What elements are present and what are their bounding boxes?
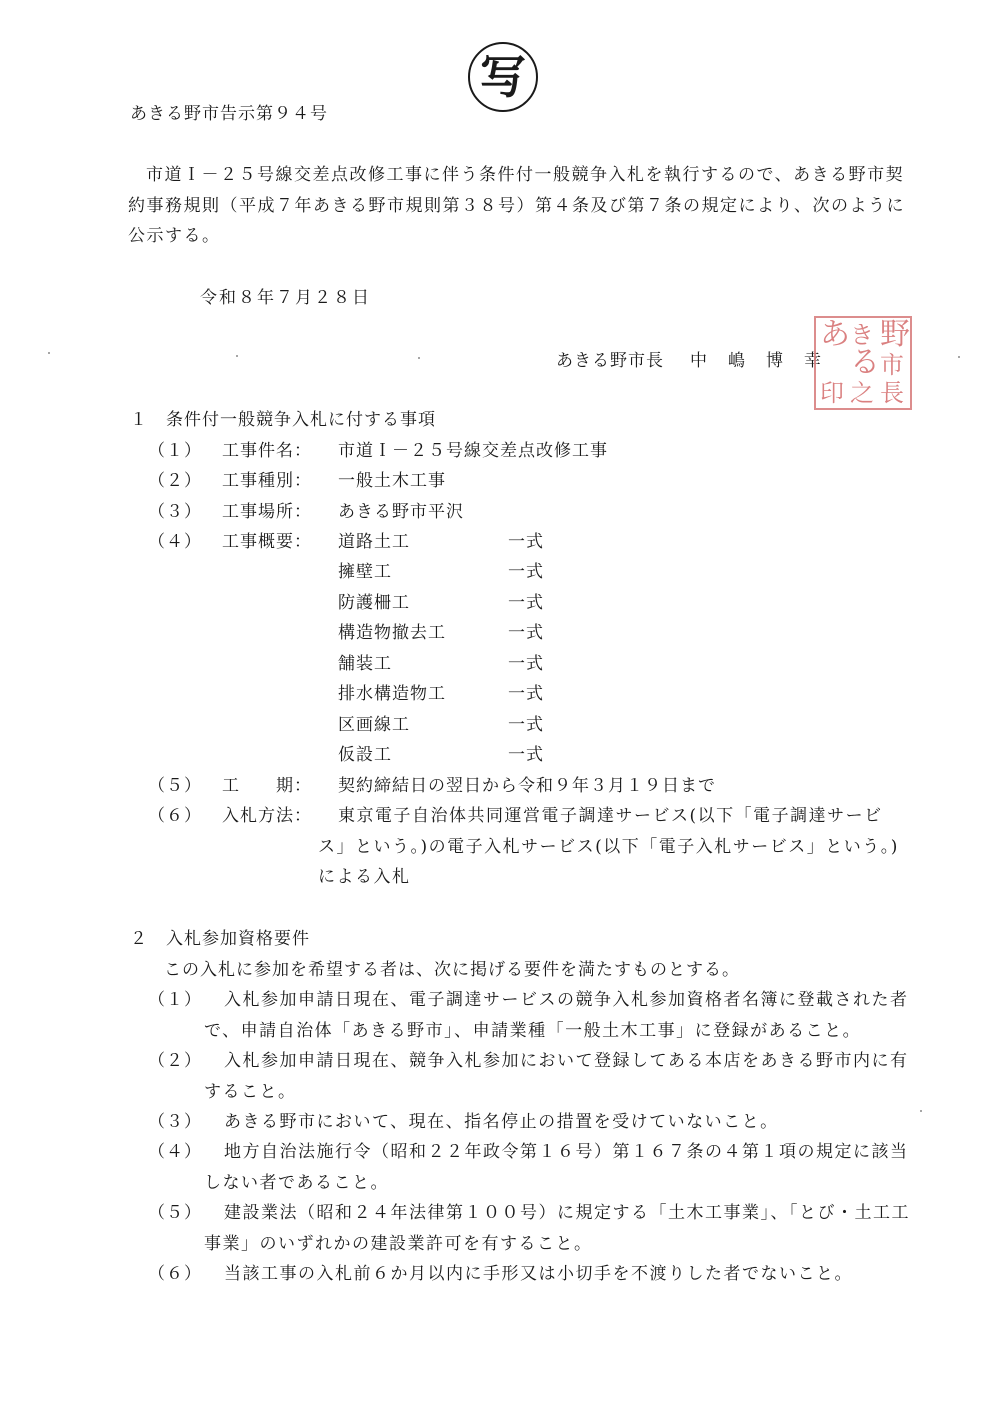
overview-name: 擁壁工	[338, 562, 392, 582]
requirement-text: 建設業法（昭和２４年法律第１００号）に規定する「土木工事業」、「とび・土工工事業」のいずれかの建設業許可を有すること。	[204, 1203, 910, 1254]
item-value: 東京電子自治体共同運営電子調達サービス(以下「電子調達サービス」という。)の電子入札サービス(以下「電子入札サービス」という。)による入札	[318, 806, 899, 887]
section2-lead: この入札に参加を希望する者は、次に掲げる要件を満たすものとする。	[164, 960, 740, 980]
seal-char: 長	[880, 379, 904, 407]
seal-char: る	[850, 345, 880, 380]
overview-name: 構造物撤去工	[338, 623, 446, 643]
signer-title: あきる野市長	[556, 351, 664, 371]
scan-speck	[236, 355, 238, 357]
item-number: （６）	[148, 806, 202, 826]
overview-qty: 一式	[508, 532, 544, 552]
seal-char: 印	[820, 379, 844, 407]
item-value: 一般土木工事	[338, 471, 446, 491]
overview-qty: 一式	[508, 654, 544, 674]
overview-name: 排水構造物工	[338, 684, 446, 704]
signer-name-4: 幸	[804, 351, 822, 371]
item-label: 入札方法：	[222, 806, 312, 826]
item-number: （３）	[148, 502, 202, 522]
signer-name-1: 中	[690, 351, 708, 371]
scan-speck	[958, 356, 960, 358]
intro-paragraph: 市道Ｉ－２５号線交差点改修工事に伴う条件付一般競争入札を執行するので、あきる野市契約事務規則（平成７年あきる野市規則第３８号）第４条及び第７条の規定により、次のように公示する。	[128, 165, 905, 246]
item-label: 工事概要：	[222, 532, 312, 552]
section2-heading: ２ 入札参加資格要件	[130, 929, 310, 949]
seal-char: 市	[880, 351, 904, 379]
overview-qty: 一式	[508, 745, 544, 765]
signer-name-2: 嶋	[728, 351, 746, 371]
item-label: 工事件名：	[222, 441, 312, 461]
item-number: （２）	[148, 471, 202, 491]
item-value: 市道Ｉ－２５号線交差点改修工事	[338, 441, 608, 461]
overview-name: 仮設工	[338, 745, 392, 765]
item-number: （５）	[148, 776, 202, 796]
requirement-text: 当該工事の入札前６か月以内に手形又は小切手を不渡りした者でないこと。	[224, 1264, 853, 1284]
seal-char: 之	[850, 379, 874, 407]
item-number: （４）	[148, 532, 202, 552]
signer-name-3: 博	[766, 351, 784, 371]
seal-char: 野	[880, 317, 910, 352]
item-label: 工事種別：	[222, 471, 312, 491]
overview-name: 道路土工	[338, 532, 410, 552]
requirement-text: 入札参加申請日現在、競争入札参加において登録してある本店をあきる野市内に有すること。	[204, 1051, 909, 1102]
notice-number: あきる野市告示第９４号	[130, 104, 328, 124]
requirement-number: （４）	[148, 1142, 202, 1162]
overview-qty: 一式	[508, 562, 544, 582]
seal-char: き	[850, 321, 874, 349]
requirement-number: （１）	[148, 990, 202, 1010]
requirement-number: （５）	[148, 1203, 202, 1223]
item-label: 工事場所：	[222, 502, 312, 522]
requirement-text: 地方自治法施行令（昭和２２年政令第１６号）第１６７条の４第１項の規定に該当しない者であること。	[204, 1142, 909, 1193]
section1-heading: １ 条件付一般競争入札に付する事項	[130, 410, 436, 430]
scan-speck	[920, 1110, 922, 1112]
item-value: 契約締結日の翌日から令和９年３月１９日まで	[338, 776, 716, 796]
overview-qty: 一式	[508, 684, 544, 704]
overview-qty: 一式	[508, 623, 544, 643]
scan-speck	[418, 357, 420, 359]
official-seal	[814, 316, 912, 410]
item-label: 工 期：	[222, 776, 312, 796]
seal-char: あ	[820, 317, 850, 352]
overview-name: 区画線工	[338, 715, 410, 735]
overview-qty: 一式	[508, 715, 544, 735]
copy-stamp: 写	[468, 42, 538, 112]
item-number: （１）	[148, 441, 202, 461]
requirement-text: 入札参加申請日現在、電子調達サービスの競争入札参加資格者名簿に登載された者で、申請自治体「あきる野市」、申請業種「一般土木工事」に登録があること。	[204, 990, 909, 1041]
overview-qty: 一式	[508, 593, 544, 613]
overview-name: 防護柵工	[338, 593, 410, 613]
requirement-number: （２）	[148, 1051, 202, 1071]
notice-date: 令和８年７月２８日	[200, 288, 371, 308]
overview-name: 舗装工	[338, 654, 392, 674]
requirement-text: あきる野市において、現在、指名停止の措置を受けていないこと。	[224, 1112, 779, 1132]
scan-speck	[48, 352, 50, 354]
requirement-number: （６）	[148, 1264, 202, 1284]
requirement-number: （３）	[148, 1112, 202, 1132]
item-value: あきる野市平沢	[338, 502, 464, 522]
